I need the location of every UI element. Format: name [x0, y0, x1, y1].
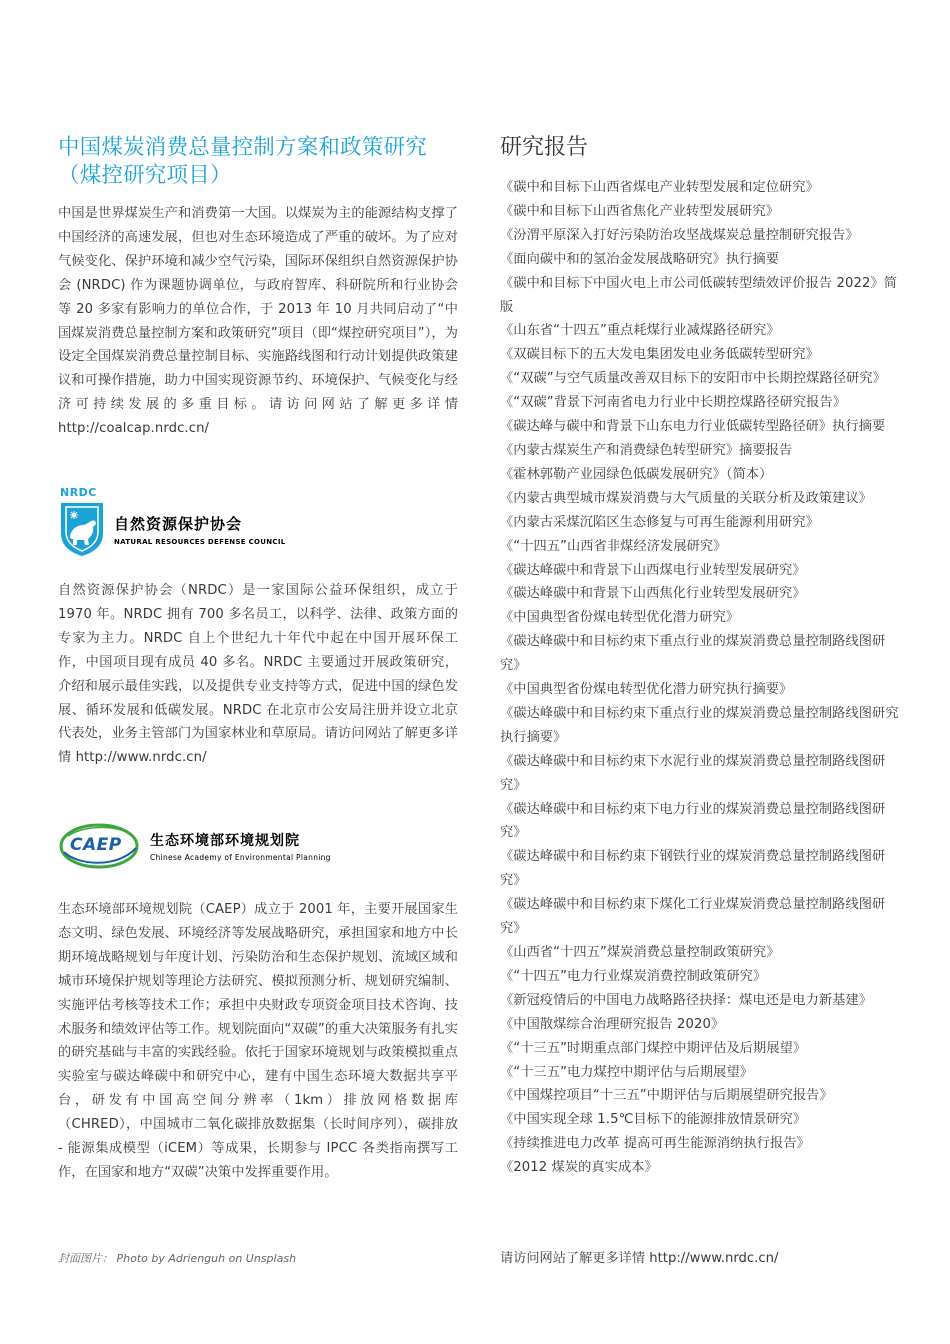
report-item: 《中国典型省份煤电转型优化潜力研究执行摘要》 — [500, 682, 793, 698]
report-item: 《碳中和目标下山西省焦化产业转型发展研究》 — [500, 203, 780, 219]
report-item: 《“十三五”电力煤控中期评估与后期展望》 — [500, 1064, 754, 1080]
intro-paragraph: 中国是世界煤炭生产和消费第一大国。以煤炭为主的能源结构支撑了中国经济的高速发展，但也对生态环境造成了严重的破坏。为了应对气候变化、保护环境和减少空气污染，国际环保组织自然资源保护协会 (NRDC) 作为课题协调单位，与政府智库、科研院所和行业协会等 20 多家有影响力的单位合作，于 2013 年 10 月共同启动了“中国煤炭消费总量控制方案和政策研究”项目（即“煤控研究项目”），为设定全国煤炭消费总量控制目标、实施路线图和行动计划提供政策建议和可操作措施，助力中国实现资源节约、环境保护、气候变化与经济可持续发展的多重目标。请访问网站了解更多详情 http://coalcap.nrdc.cn/ — [58, 206, 458, 437]
visit-website-text: 请访问网站了解更多详情 http://www.nrdc.cn/ — [500, 1251, 779, 1266]
report-item: 《“双碳”背景下河南省电力行业中长期控煤路径研究报告》 — [500, 395, 847, 411]
report-item: 《碳达峰碳中和目标约束下重点行业的煤炭消费总量控制路线图研究》 — [500, 634, 886, 674]
report-item: 《碳中和目标下山西省煤电产业转型发展和定位研究》 — [500, 180, 819, 195]
report-item: 《内蒙古煤炭生产和消费绿色转型研究》摘要报告 — [500, 442, 793, 458]
report-item: 《碳达峰碳中和目标约束下钢铁行业的煤炭消费总量控制路线图研究》 — [500, 849, 886, 889]
report-item: 《面向碳中和的氢冶金发展战略研究》执行摘要 — [500, 251, 780, 267]
nrdc-name-en: NATURAL RESOURCES DEFENSE COUNCIL — [114, 537, 286, 546]
report-item: 《碳中和目标下中国火电上市公司低碳转型绩效评价报告 2022》简版 — [500, 275, 898, 315]
report-item: 《中国散煤综合治理研究报告 2020》 — [500, 1016, 725, 1032]
report-item: 《碳达峰碳中和背景下山西煤电行业转型发展研究》 — [500, 562, 806, 578]
page-title — [58, 134, 458, 190]
nrdc-paragraph: 自然资源保护协会（NRDC）是一家国际公益环保组织，成立于 1970 年。NRDC 拥有 700 多名员工，以科学、法律、政策方面的专家为主力。NRDC 自上个世纪九十年代中起在中国开展环保工作，中国项目现有成员 40 多名。NRDC 主要通过开展政策研究，介绍和展示最佳实践，以及提供专业支持等方式，促进中国的绿色发展、循环发展和低碳发展。NRDC 在北京市公安局注册并设立北京代表处，业务主管部门为国家林业和草原局。请访问网站了解更多详情 http://www.nrdc.cn/ — [58, 583, 458, 766]
report-item: 《中国煤控项目“十三五”中期评估与后期展望研究报告》 — [500, 1088, 833, 1104]
caep-paragraph: 生态环境部环境规划院（CAEP）成立于 2001 年，主要开展国家生态文明、绿色发展、环境经济等发展战略研究，承担国家和地方中长期环境战略规划与年度计划、污染防治和生态保护规划、流域区域和城市环境保护规划等理论方法研究、模拟预测分析、规划研究编制、实施评估考核等技术工作；承担中央财政专项资金项目技术咨询、技术服务和绩效评估等工作。规划院面向“双碳”的重大决策服务有扎实的研究基础与丰富的实践经验。依托于国家环境规划与政策模拟重点实验室与碳达峰碳中和研究中心，建有中国生态环境大数据共享平台，研发有中国高空间分辨率（1km）排放网格数据库（CHRED），中国城市二氧化碳排放数据集（长时间序列），碳排放 - 能源集成模型（iCEM）等成果，长期参与 IPCC 各类指南撰写工作，在国家和地方“双碳”决策中发挥重要作用。 — [58, 902, 458, 1180]
report-item: 《中国实现全球 1.5℃目标下的能源排放情景研究》 — [500, 1112, 807, 1128]
report-item: 《山西省“十四五”煤炭消费总量控制政策研究》 — [500, 945, 780, 960]
report-item: 《“十三五”时期重点部门煤控中期评估及后期展望》 — [500, 1040, 807, 1056]
report-item: 《汾渭平原深入打好污染防治攻坚战煤炭总量控制研究报告》 — [500, 227, 859, 243]
report-item: 《碳达峰碳中和目标约束下煤化工行业煤炭消费总量控制路线图研究》 — [500, 897, 886, 937]
report-item: 《碳达峰碳中和目标约束下电力行业的煤炭消费总量控制路线图研究》 — [500, 801, 886, 841]
report-item: 《碳达峰碳中和目标约束下重点行业的煤炭消费总量控制路线图研究执行摘要》 — [500, 705, 899, 745]
report-item: 《碳达峰碳中和背景下山西焦化行业转型发展研究》 — [500, 586, 806, 602]
nrdc-logo — [58, 486, 286, 557]
reports-title: 研究报告 — [500, 135, 589, 160]
nrdc-name-cn: 自然资源保护协会 — [114, 514, 243, 533]
nrdc-badge-text: NRDC — [60, 486, 97, 499]
report-item: 《碳达峰与碳中和背景下山东电力行业低碳转型路径研》执行摘要 — [500, 419, 886, 435]
right-column — [500, 134, 900, 1180]
report-item: 《山东省“十四五”重点耗煤行业减煤路径研究》 — [500, 323, 780, 339]
report-item: 《“双碳”与空气质量改善双目标下的安阳市中长期控煤路径研究》 — [500, 371, 886, 387]
caep-badge-text: CAEP — [70, 835, 122, 855]
caep-name-en: Chinese Academy of Environmental Planning — [150, 853, 331, 862]
polar-bear-shield-icon — [58, 501, 106, 557]
report-item: 《持续推进电力改革 提高可再生能源消纳执行报告》 — [500, 1136, 810, 1152]
report-item: 《新冠疫情后的中国电力战略路径抉择：煤电还是电力新基建》 — [500, 992, 873, 1008]
caep-logo — [58, 822, 331, 870]
left-column — [58, 134, 458, 441]
report-item: 《霍林郭勒产业园绿色低碳发展研究》（简本） — [500, 466, 773, 482]
report-item: 《2012 煤炭的真实成本》 — [500, 1160, 658, 1176]
report-item: 《碳达峰碳中和目标约束下水泥行业的煤炭消费总量控制路线图研究》 — [500, 753, 886, 793]
report-item: 《“十四五”电力行业煤炭消费控制政策研究》 — [500, 968, 767, 984]
report-item: 《内蒙古典型城市煤炭消费与大气质量的关联分析及政策建议》 — [500, 490, 873, 506]
report-list — [500, 176, 900, 1180]
page-title-line1: 中国煤炭消费总量控制方案和政策研究 — [58, 135, 427, 160]
report-item: 《“十四五”山西省非煤经济发展研究》 — [500, 538, 727, 554]
page-title-line2: （煤控研究项目） — [58, 163, 232, 188]
report-item: 《内蒙古采煤沉陷区生态修复与可再生能源利用研究》 — [500, 514, 819, 530]
caep-name-cn: 生态环境部环境规划院 — [150, 833, 300, 849]
report-item: 《双碳目标下的五大发电集团发电业务低碳转型研究》 — [500, 347, 819, 363]
report-item: 《中国典型省份煤电转型优化潜力研究》 — [500, 610, 740, 626]
cover-photo-credit: 封面图片： Photo by Adrienguh on Unsplash — [58, 1252, 297, 1265]
